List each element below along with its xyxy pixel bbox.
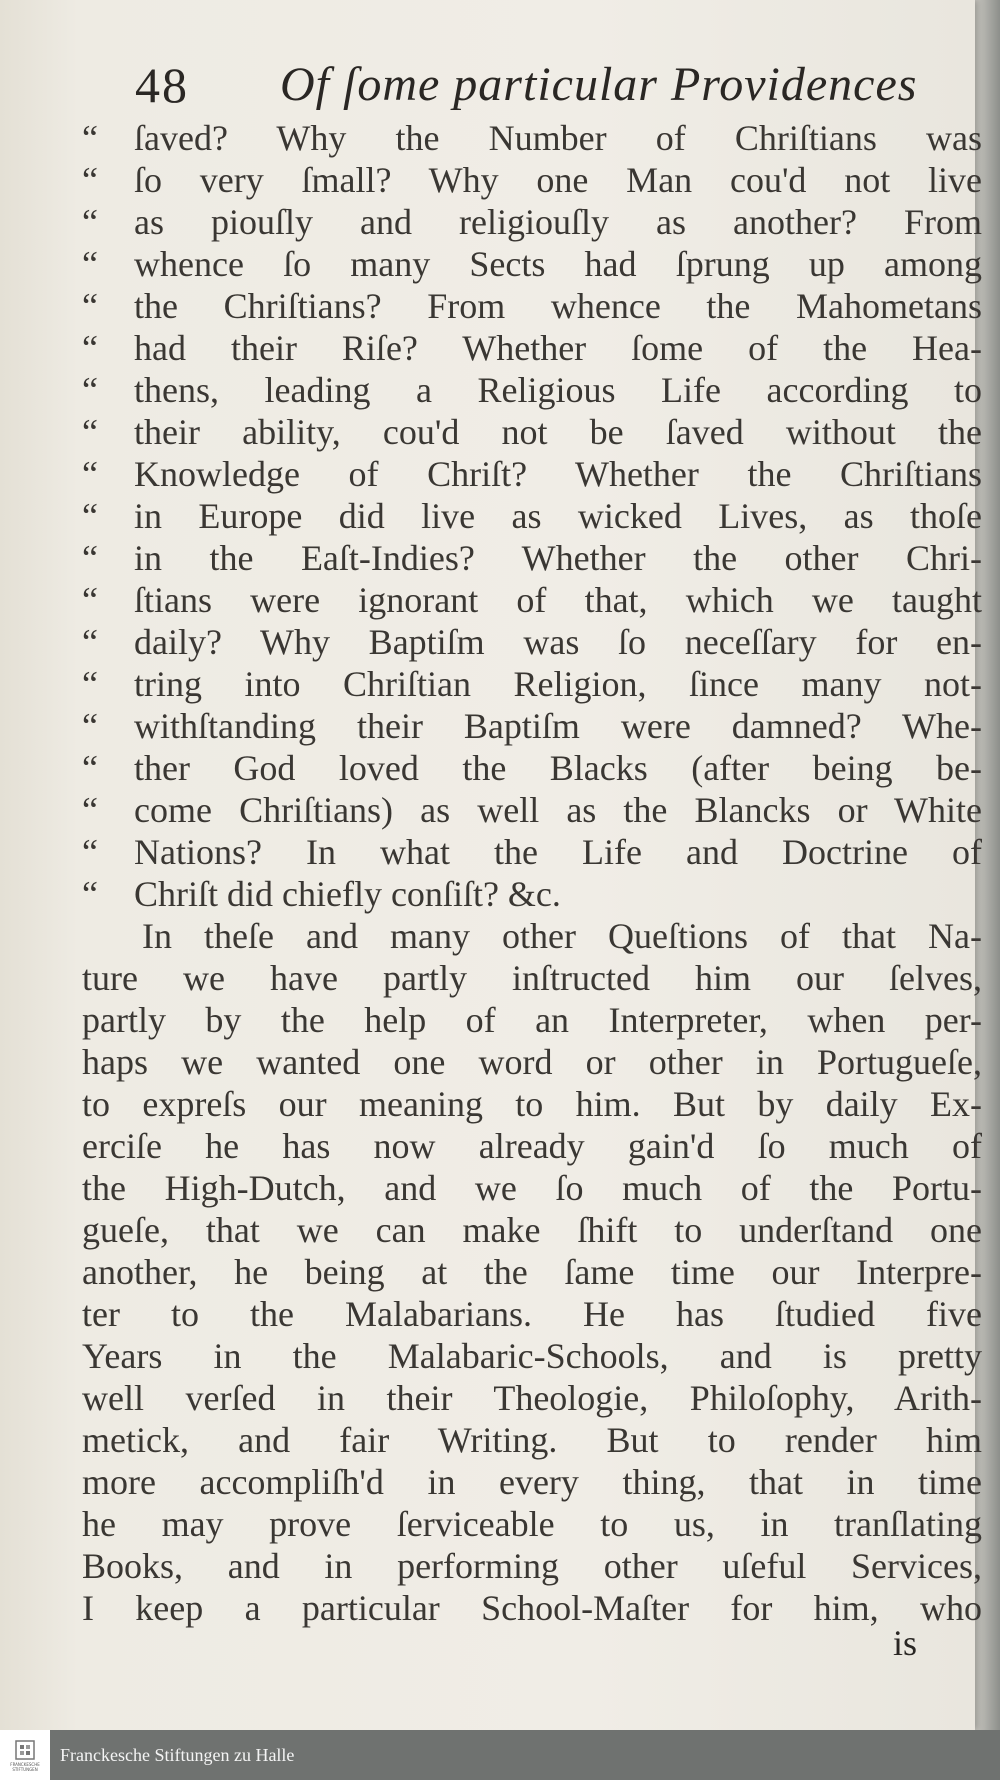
quote-mark: “ (82, 454, 98, 494)
text-line: he may prove ſerviceable to us, in tranſlating (82, 1504, 982, 1544)
text-line (82, 369, 982, 411)
text-line (82, 453, 982, 495)
line-text: had their Riſe? Whether ſome of the Hea- (134, 328, 982, 368)
quote-mark: “ (82, 622, 98, 662)
text-line (82, 747, 982, 789)
line-text: withſtanding their Baptiſm were damned? Whe- (134, 706, 982, 746)
text-line: Years in the Malabaric-Schools, and is pretty (82, 1336, 982, 1376)
line-text: in Europe did live as wicked Lives, as thoſe (134, 496, 982, 536)
quote-mark: “ (82, 118, 98, 158)
text-line: well verſed in their Theologie, Philoſophy, Arith- (82, 1378, 982, 1418)
text-line (82, 873, 982, 915)
line-text: ſtians were ignorant of that, which we taught (134, 580, 982, 620)
text-line (82, 243, 982, 285)
line-text: their ability, cou'd not be ſaved without the (134, 412, 982, 452)
text-line (82, 579, 982, 621)
text-line (82, 285, 982, 327)
line-text: as piouſly and religiouſly as another? From (134, 202, 982, 242)
line-text: ſaved? Why the Number of Chriſtians was (134, 118, 982, 158)
running-title: Of ſome particular Providences (280, 58, 918, 111)
line-text: Nations? In what the Life and Doctrine of (134, 832, 982, 872)
footer-bar (0, 1730, 1000, 1780)
line-text: thens, leading a Religious Life according to (134, 370, 982, 410)
text-line: ture we have partly inſtructed him our ſelves, (82, 958, 982, 998)
line-text: come Chriſtians) as well as the Blancks or White (134, 790, 982, 830)
quote-mark: “ (82, 790, 98, 830)
quote-mark: “ (82, 244, 98, 284)
quote-mark: “ (82, 286, 98, 326)
text-line: In theſe and many other Queſtions of that Na- (142, 916, 982, 956)
text-line (82, 117, 982, 159)
text-line: metick, and fair Writing. But to render him (82, 1420, 982, 1460)
page-header (135, 50, 918, 120)
quote-mark: “ (82, 664, 98, 704)
logo-icon (13, 1738, 37, 1762)
text-line: haps we wanted one word or other in Portugueſe, (82, 1042, 982, 1082)
quote-mark: “ (82, 748, 98, 788)
text-line: ter to the Malabarians. He has ſtudied five (82, 1294, 982, 1334)
quote-mark: “ (82, 874, 98, 914)
line-text: whence ſo many Sects had ſprung up among (134, 244, 982, 284)
quote-mark: “ (82, 328, 98, 368)
text-line (82, 159, 982, 201)
text-line (82, 537, 982, 579)
quote-mark: “ (82, 202, 98, 242)
text-line (82, 789, 982, 831)
text-line (82, 495, 982, 537)
text-line (82, 201, 982, 243)
text-line (82, 327, 982, 369)
page-text (82, 117, 982, 1629)
logo-text: FRANCKESCHE STIFTUNGEN (10, 1762, 40, 1772)
quote-mark: “ (82, 496, 98, 536)
body-paragraph (82, 915, 982, 1629)
line-text: daily? Why Baptiſm was ſo neceſſary for en- (134, 622, 982, 662)
quote-mark: “ (82, 538, 98, 578)
text-line (82, 831, 982, 873)
text-line: more accompliſh'd in every thing, that in time (82, 1462, 982, 1502)
line-text: tring into Chriſtian Religion, ſince many not- (134, 664, 982, 704)
quote-mark: “ (82, 370, 98, 410)
text-line: Books, and in performing other uſeful Services, (82, 1546, 982, 1586)
line-text: the Chriſtians? From whence the Mahometans (134, 286, 982, 326)
institution-logo (0, 1730, 50, 1780)
text-line (82, 621, 982, 663)
text-line (82, 411, 982, 453)
text-line (82, 663, 982, 705)
line-text: in the Eaſt-Indies? Whether the other Chri- (134, 538, 982, 578)
quote-mark: “ (82, 832, 98, 872)
line-text: Chriſt did chiefly conſiſt? &c. (134, 874, 561, 914)
text-line: another, he being at the ſame time our Interpre- (82, 1252, 982, 1292)
text-line (82, 705, 982, 747)
footer-label: Franckesche Stiftungen zu Halle (60, 1744, 295, 1765)
line-text: ther God loved the Blacks (after being be- (134, 748, 982, 788)
quote-mark: “ (82, 706, 98, 746)
text-line: gueſe, that we can make ſhift to underſtand one (82, 1210, 982, 1250)
text-line: partly by the help of an Interpreter, when per- (82, 1000, 982, 1040)
line-text: Knowledge of Chriſt? Whether the Chriſtians (134, 454, 982, 494)
text-line: I keep a particular School-Maſter for him, who (82, 1588, 982, 1628)
text-line: to expreſs our meaning to him. But by daily Ex- (82, 1084, 982, 1124)
catchword: is (892, 1623, 917, 1663)
text-line: erciſe he has now already gain'd ſo much of (82, 1126, 982, 1166)
line-text: ſo very ſmall? Why one Man cou'd not live (134, 160, 982, 200)
page-number: 48 (135, 57, 189, 113)
quote-mark: “ (82, 412, 98, 452)
quote-mark: “ (82, 580, 98, 620)
quoted-passage (82, 117, 982, 915)
text-line: the High-Dutch, and we ſo much of the Portu- (82, 1168, 982, 1208)
quote-mark: “ (82, 160, 98, 200)
